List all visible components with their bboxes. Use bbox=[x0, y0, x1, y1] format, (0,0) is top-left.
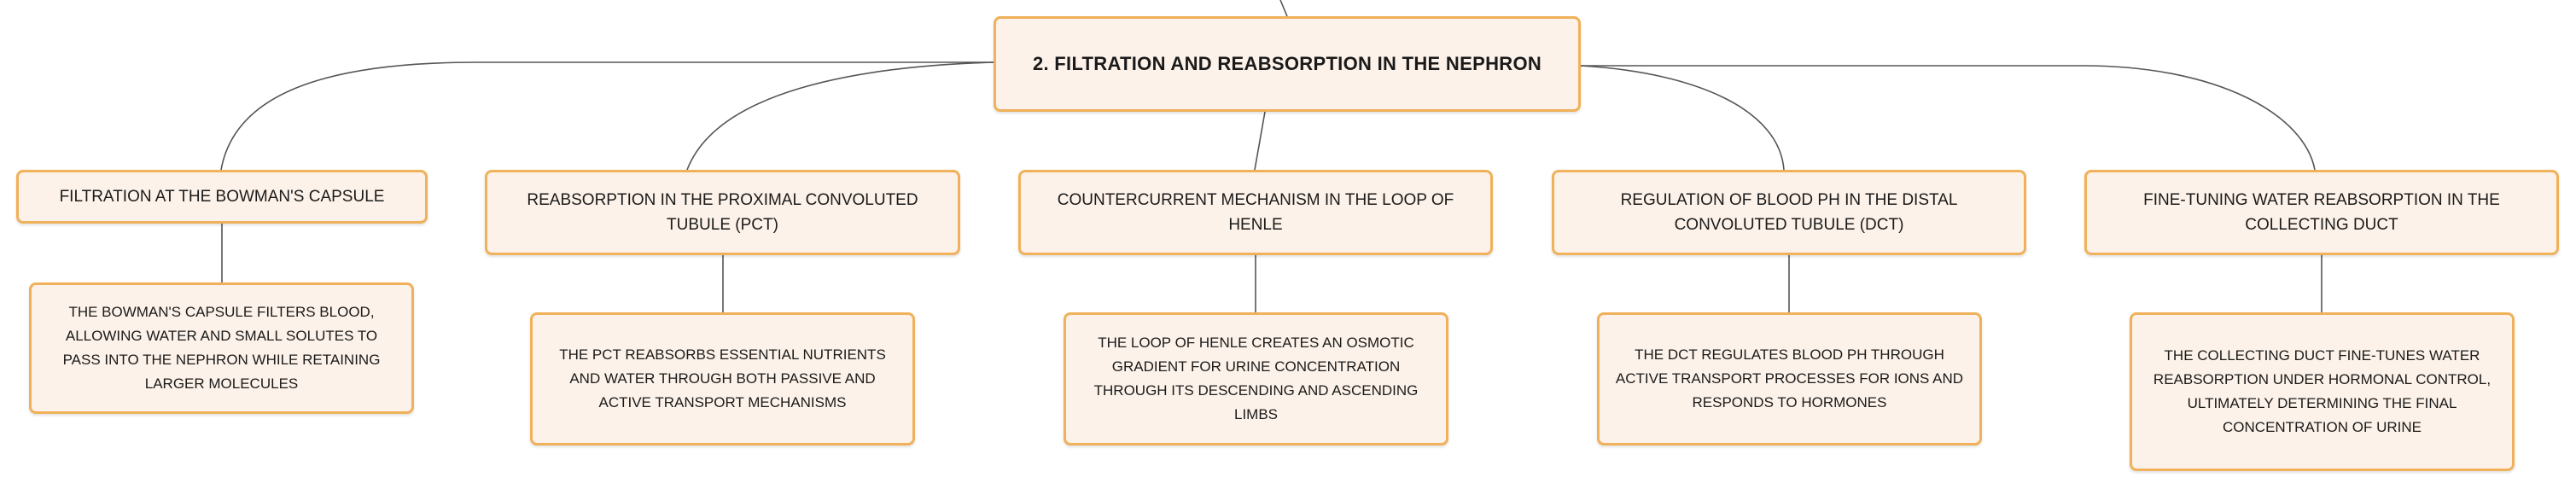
detail-proximal-convoluted-tubule[interactable] bbox=[530, 312, 915, 445]
connector-branch-4 bbox=[1581, 66, 1784, 170]
topic-loop-of-henle[interactable] bbox=[1018, 170, 1493, 255]
detail-text: THE COLLECTING DUCT FINE-TUNES WATER REABSORPTION UNDER HORMONAL CONTROL, ULTIMATELY DETERMINING THE FINAL CONCENTRATION OF URINE bbox=[2153, 347, 2491, 435]
topic-collecting-duct[interactable] bbox=[2084, 170, 2559, 255]
topic-proximal-convoluted-tubule[interactable] bbox=[485, 170, 960, 255]
detail-distal-convoluted-tubule[interactable] bbox=[1597, 312, 1982, 445]
topic-label: REGULATION OF BLOOD PH IN THE DISTAL CONVOLUTED TUBULE (DCT) bbox=[1620, 191, 1958, 234]
detail-text: THE LOOP OF HENLE CREATES AN OSMOTIC GRADIENT FOR URINE CONCENTRATION THROUGH ITS DESCENDING AND ASCENDING LIMBS bbox=[1093, 335, 1419, 422]
root-topic-label: 2. FILTRATION AND REABSORPTION IN THE NEPHRON bbox=[1032, 53, 1542, 74]
topic-label: FINE-TUNING WATER REABSORPTION IN THE COLLECTING DUCT bbox=[2143, 191, 2500, 234]
topic-distal-convoluted-tubule[interactable] bbox=[1552, 170, 2026, 255]
connector-root-parent bbox=[1280, 0, 1287, 16]
connector-branch-1 bbox=[221, 62, 994, 170]
detail-loop-of-henle[interactable] bbox=[1064, 312, 1448, 445]
detail-bowmans-capsule[interactable] bbox=[29, 282, 414, 414]
detail-text: THE BOWMAN'S CAPSULE FILTERS BLOOD, ALLOWING WATER AND SMALL SOLUTES TO PASS INTO THE NEPHRON WHILE RETAINING LARGER MOLECULES bbox=[62, 304, 381, 392]
topic-label: REABSORPTION IN THE PROXIMAL CONVOLUTED TUBULE (PCT) bbox=[527, 191, 918, 234]
connector-branch-2 bbox=[687, 62, 994, 170]
detail-text: THE DCT REGULATES BLOOD PH THROUGH ACTIVE TRANSPORT PROCESSES FOR IONS AND RESPONDS TO HORMONES bbox=[1615, 346, 1964, 410]
topic-bowmans-capsule[interactable] bbox=[16, 170, 428, 224]
root-topic[interactable] bbox=[994, 16, 1581, 112]
detail-collecting-duct[interactable] bbox=[2130, 312, 2515, 471]
topic-label: COUNTERCURRENT MECHANISM IN THE LOOP OF HENLE bbox=[1057, 191, 1454, 234]
detail-text: THE PCT REABSORBS ESSENTIAL NUTRIENTS AND WATER THROUGH BOTH PASSIVE AND ACTIVE TRANSPORT MECHANISMS bbox=[559, 346, 886, 410]
connector-branch-5 bbox=[1581, 66, 2315, 170]
connector-branch-3 bbox=[1255, 112, 1265, 170]
topic-label: FILTRATION AT THE BOWMAN'S CAPSULE bbox=[59, 188, 385, 206]
